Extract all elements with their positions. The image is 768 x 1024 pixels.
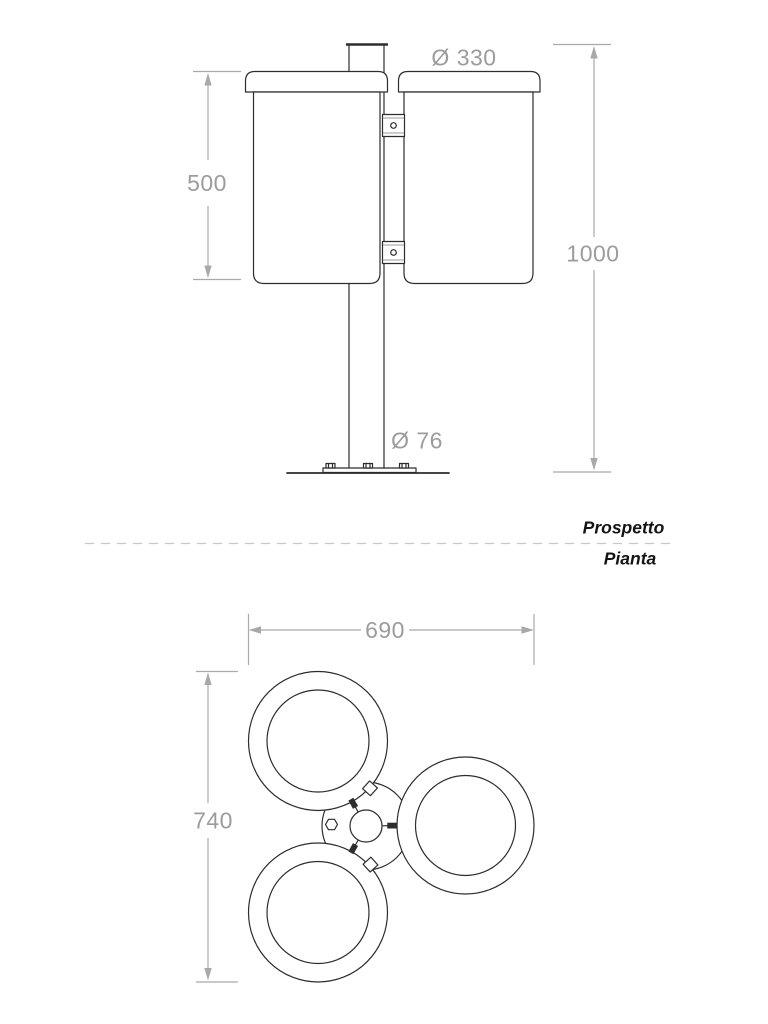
left-bin-body [254, 92, 381, 284]
base-plate [323, 468, 416, 473]
view-label-prospetto: Prospetto [582, 517, 665, 538]
dim-arrow-up-icon [204, 73, 211, 86]
bin-right-plan [397, 757, 534, 894]
dim-label-overall-depth: 740 [193, 807, 233, 834]
right-bin-body [404, 92, 533, 284]
dim-arrow-down-icon [590, 458, 597, 471]
post-plan-circle [350, 810, 382, 842]
anchor-bolt [326, 464, 335, 469]
front-view [187, 45, 620, 474]
left-bin [246, 72, 388, 284]
right-bin-lid [399, 72, 541, 93]
left-bin-lid [246, 72, 388, 93]
dim-label-post-diameter: Ø 76 [391, 427, 443, 454]
dim-label-bin-diameter: Ø 330 [431, 44, 497, 71]
dim-label-overall-width: 690 [365, 617, 405, 643]
dim-arrow-left-icon [249, 626, 262, 633]
bin-connector [387, 823, 397, 829]
base [287, 464, 449, 474]
bin-outer-circle [397, 757, 534, 894]
dim-arrow-up-icon [204, 673, 211, 686]
dim-arrow-down-icon [204, 968, 211, 981]
right-bin [399, 72, 541, 284]
dim-overall-depth [193, 672, 238, 983]
dim-label-bin-height: 500 [187, 170, 227, 196]
dim-arrow-right-icon [522, 626, 535, 633]
mounting-brackets [383, 115, 405, 264]
view-label-pianta: Pianta [603, 548, 657, 569]
dim-bin-height [187, 72, 241, 280]
anchor-bolt [364, 464, 373, 469]
dim-total-height [553, 45, 620, 473]
dim-arrow-up-icon [590, 46, 597, 59]
hex-bolt-icon [326, 819, 338, 829]
dim-overall-width [249, 614, 535, 665]
dim-label-total-height: 1000 [566, 240, 620, 267]
plan-view [193, 614, 534, 982]
dim-arrow-down-icon [204, 266, 211, 279]
anchor-bolt [400, 464, 409, 469]
view-separator [85, 518, 670, 569]
